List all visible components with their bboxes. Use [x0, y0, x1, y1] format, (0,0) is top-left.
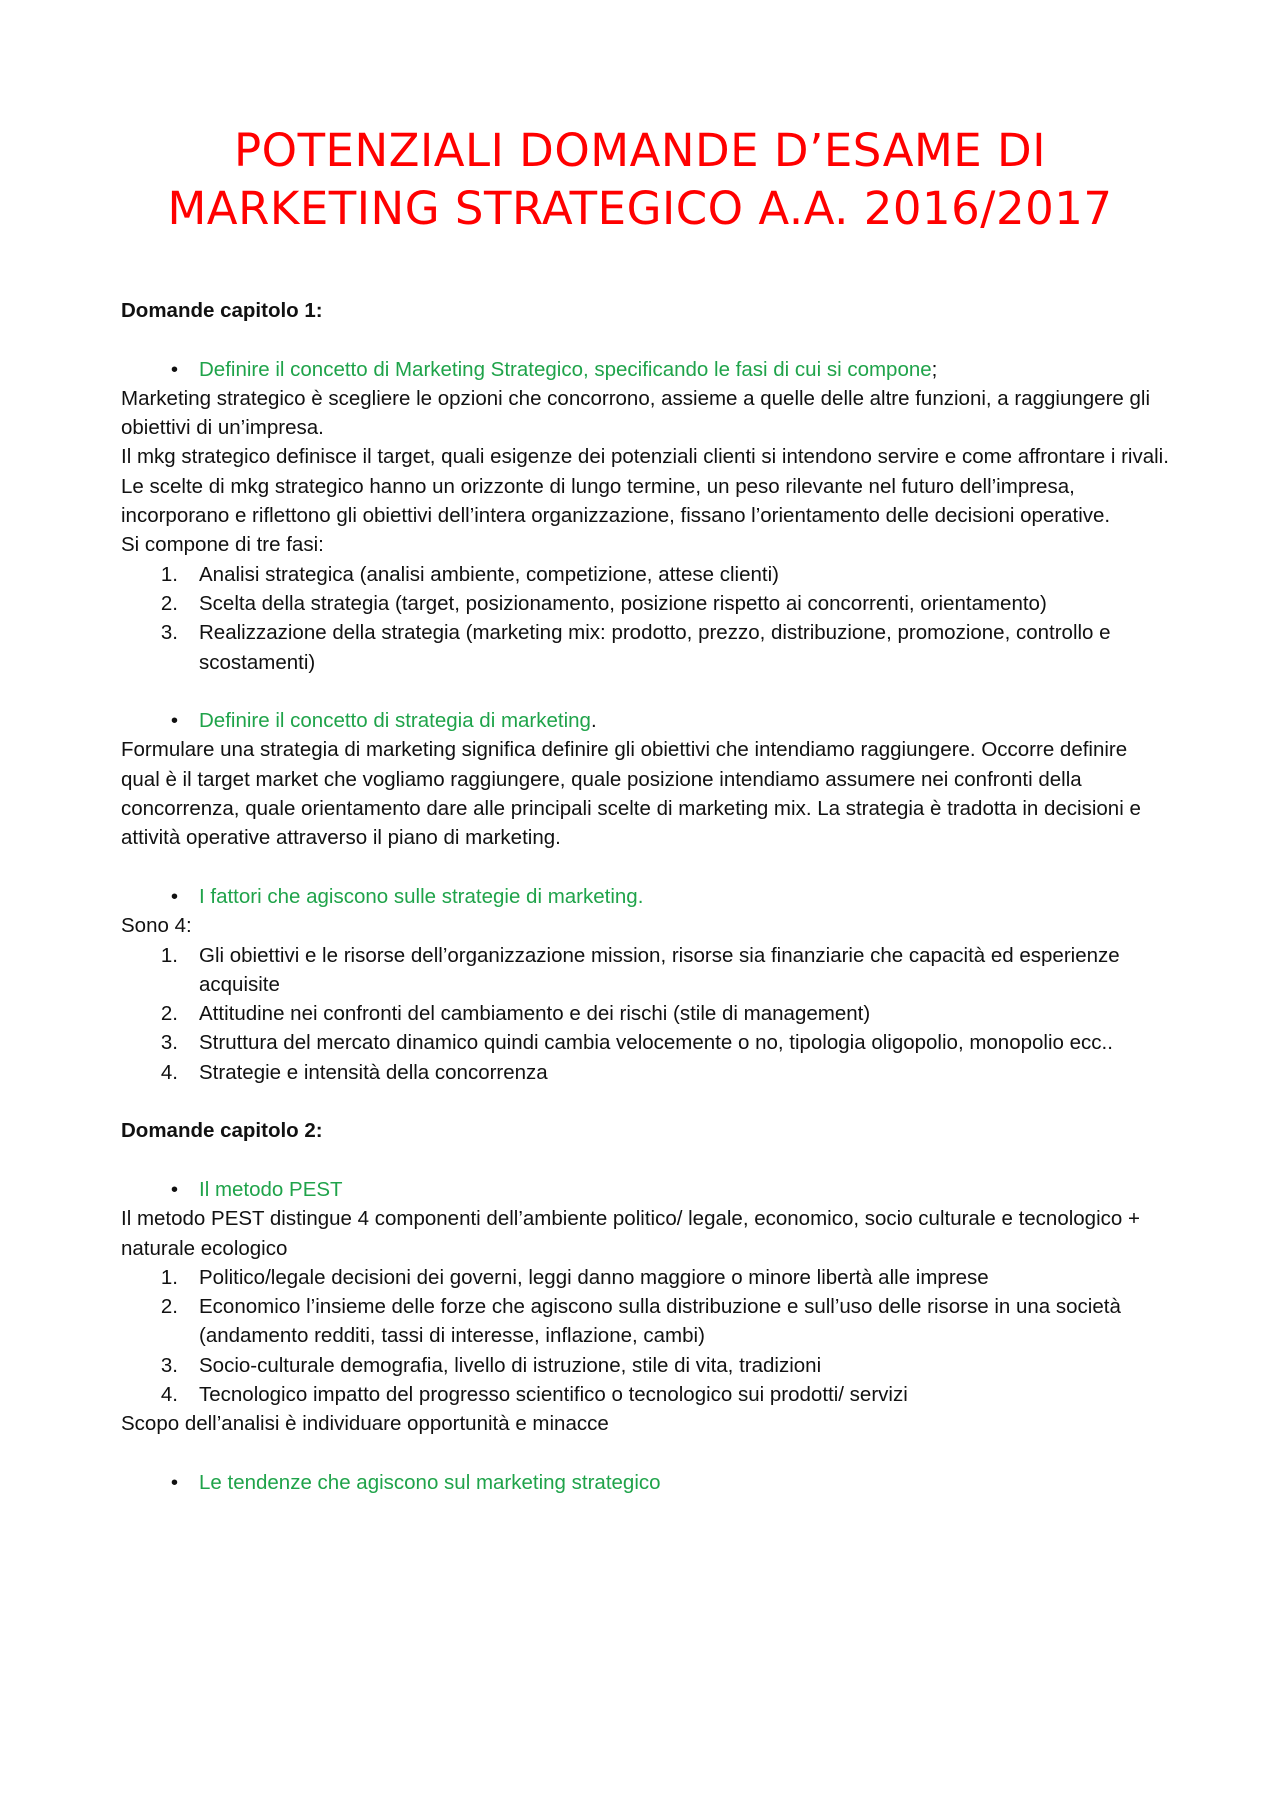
list-number: 1.	[160, 562, 178, 586]
bullet-icon: •	[170, 709, 178, 733]
bullet-icon: •	[170, 1470, 178, 1494]
list-item	[121, 941, 1171, 1000]
list-item	[121, 1263, 1171, 1292]
list-item-text: Strategie e intensità della concorrenza	[199, 1060, 548, 1084]
title-line-2: MARKETING STRATEGICO A.A. 2016/2017	[167, 182, 1113, 235]
chapter-2-heading: Domande capitolo 2:	[121, 1119, 323, 1143]
list-item	[121, 1028, 1171, 1057]
title-line-1: POTENZIALI DOMANDE D’ESAME DI	[234, 124, 1046, 177]
question-text: Definire il concetto di strategia di marketing	[199, 709, 591, 733]
list-item	[121, 1292, 1171, 1351]
list-item-text: Attitudine nei confronti del cambiamento e dei rischi (stile di management)	[199, 1002, 871, 1026]
spacer	[121, 1439, 1171, 1468]
answer-paragraph: Formulare una strategia di marketing significa definire gli obiettivi che intendiamo raggiungere. Occorre definire qual è il target market che vogliamo raggiungere, quale posizione intendiamo assumere nei confronti della concorrenza, quale orientamento dare alle principali scelte di marketing mix. La strategia è tradotta in decisioni e attività operative attraverso il piano di marketing.	[121, 738, 1141, 850]
list-item	[121, 1058, 1171, 1087]
document-body	[121, 296, 1171, 1497]
list-number: 3.	[160, 621, 178, 645]
list-item	[121, 560, 1171, 589]
bullet-icon: •	[170, 884, 178, 908]
answer-paragraph: Il mkg strategico definisce il target, quali esigenze dei potenziali clienti si intendono servire e come affrontare i rivali.	[121, 445, 1169, 469]
question-item	[121, 355, 1171, 384]
chapter-1-heading: Domande capitolo 1:	[121, 299, 323, 322]
list-number: 4.	[160, 1382, 178, 1406]
answer-paragraph: Le scelte di mkg strategico hanno un orizzonte di lungo termine, un peso rilevante nel futuro dell’impresa, incorporano e riflettono gli obiettivi dell’intera organizzazione, fissano l’orientamento delle decisioni operative.	[121, 474, 1111, 528]
question-item	[121, 706, 1171, 735]
question-text: Il metodo PEST	[199, 1177, 343, 1201]
list-number: 4.	[160, 1060, 178, 1084]
list-item-text: Gli obiettivi e le risorse dell’organizzazione mission, risorse sia finanziarie che capacità ed esperienze acquisite	[199, 943, 1120, 996]
numbered-list	[121, 941, 1171, 1087]
spacer	[121, 1087, 1171, 1116]
list-item-text: Socio-culturale demografia, livello di istruzione, stile di vita, tradizioni	[199, 1353, 822, 1377]
numbered-list	[121, 560, 1171, 677]
list-number: 3.	[160, 1353, 178, 1377]
spacer	[121, 853, 1171, 882]
list-item	[121, 618, 1171, 677]
list-item	[121, 1351, 1171, 1380]
list-item-text: Tecnologico impatto del progresso scientifico o tecnologico sui prodotti/ servizi	[199, 1382, 908, 1406]
bullet-icon: •	[170, 1177, 178, 1201]
answer-paragraph: Il metodo PEST distingue 4 componenti dell’ambiente politico/ legale, economico, socio culturale e tecnologico + naturale ecologico	[121, 1207, 1140, 1260]
list-number: 2.	[160, 1002, 178, 1026]
list-item	[121, 1380, 1171, 1409]
question-text: Le tendenze che agiscono sul marketing strategico	[199, 1470, 661, 1494]
spacer	[121, 677, 1171, 706]
list-number: 3.	[160, 1031, 178, 1055]
question-item	[121, 1468, 1171, 1497]
answer-paragraph: Sono 4:	[121, 914, 192, 938]
list-item-text: Analisi strategica (analisi ambiente, competizione, attese clienti)	[199, 562, 779, 586]
list-item-text: Struttura del mercato dinamico quindi cambia velocemente o no, tipologia oligopolio, monopolio ecc..	[199, 1031, 1113, 1055]
question-item	[121, 882, 1171, 911]
question-item	[121, 1175, 1171, 1204]
document-title	[0, 122, 1280, 238]
list-item-text: Realizzazione della strategia (marketing mix: prodotto, prezzo, distribuzione, promozione, controllo e scostamenti)	[199, 621, 1111, 674]
list-number: 1.	[160, 1265, 178, 1289]
list-number: 2.	[160, 591, 178, 615]
list-number: 2.	[160, 1295, 178, 1319]
numbered-list	[121, 1263, 1171, 1409]
question-text: Definire il concetto di Marketing Strategico, specificando le fasi di cui si compone	[199, 357, 932, 381]
list-item-text: Economico l’insieme delle forze che agiscono sulla distribuzione e sull’uso delle risorse in una società (andamento redditi, tassi di interesse, inflazione, cambi)	[199, 1295, 1121, 1348]
question-punctuation: .	[590, 709, 597, 733]
question-punctuation: ;	[931, 357, 938, 381]
question-text: I fattori che agiscono sulle strategie di marketing.	[199, 884, 644, 908]
bullet-icon: •	[170, 357, 178, 381]
list-item-text: Scelta della strategia (target, posizionamento, posizione rispetto ai concorrenti, orientamento)	[199, 591, 1047, 615]
answer-paragraph: Scopo dell’analisi è individuare opportunità e minacce	[121, 1412, 609, 1436]
answer-paragraph: Si compone di tre fasi:	[121, 533, 324, 557]
answer-paragraph: Marketing strategico è scegliere le opzioni che concorrono, assieme a quelle delle altre funzioni, a raggiungere gli obiettivi di un’impresa.	[121, 386, 1151, 440]
list-item	[121, 589, 1171, 618]
list-item-text: Politico/legale decisioni dei governi, leggi danno maggiore o minore libertà alle imprese	[199, 1265, 989, 1289]
list-item	[121, 999, 1171, 1028]
list-number: 1.	[160, 943, 178, 967]
